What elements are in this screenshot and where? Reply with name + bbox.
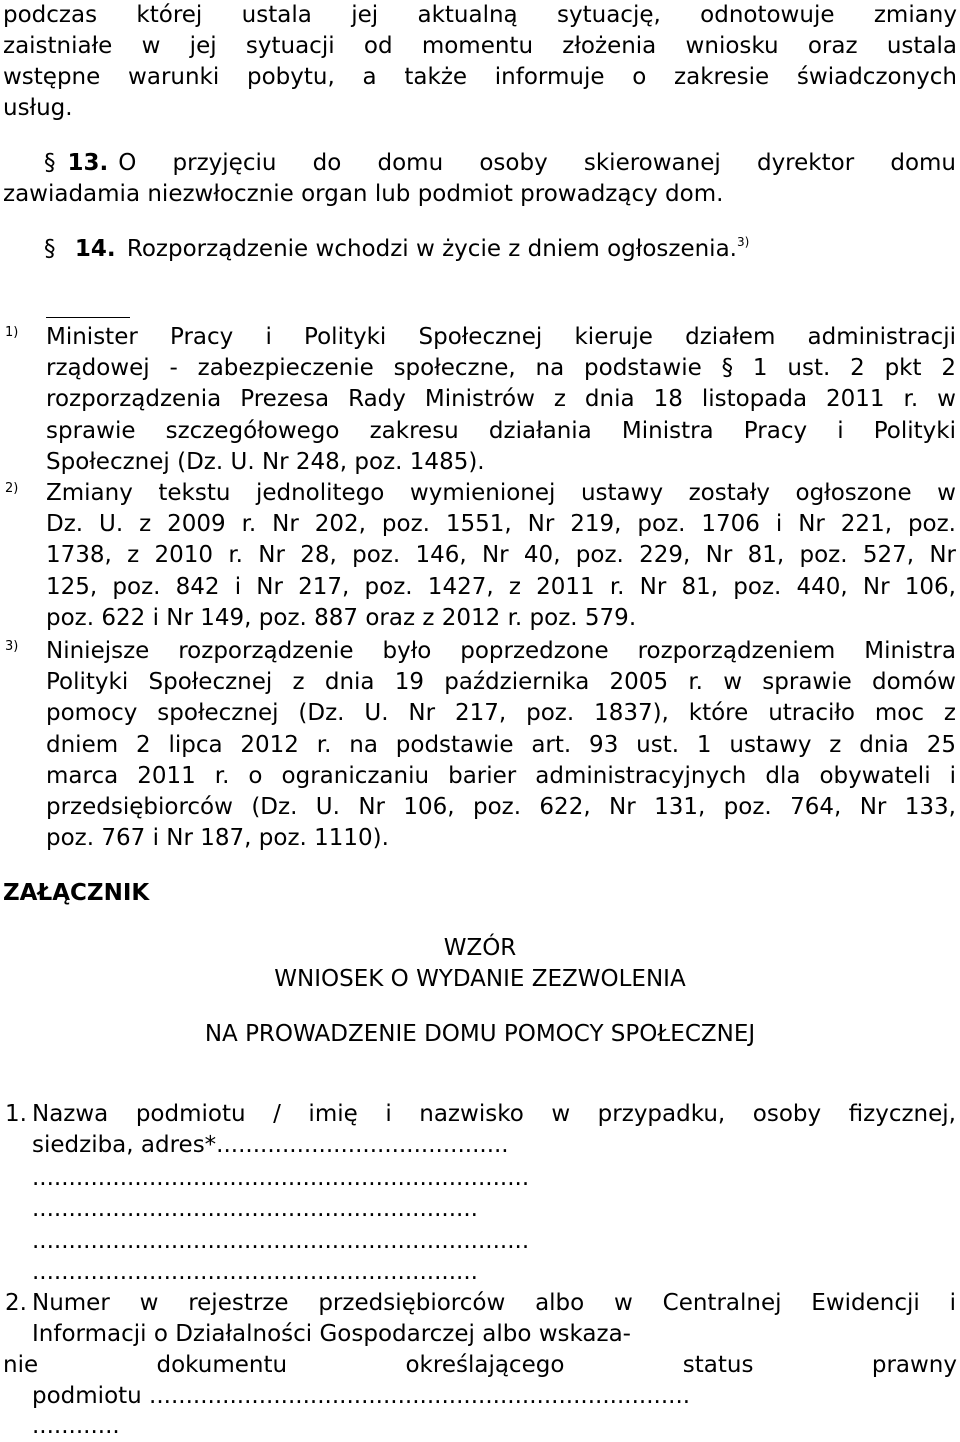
intro-line-1: podczas której ustala jej aktualną sytuację, odnotowuje zmiany (3, 2, 957, 28)
form-item-line: Numer w rejestrze przedsiębiorców albo w Centralnej Ewidencji i (32, 1290, 956, 1316)
footnote-2 (46, 478, 956, 634)
form-label: WZÓR (443, 935, 517, 961)
fill-in-line[interactable]: ............ (32, 1413, 120, 1439)
footnote-line: rządowej - zabezpieczenie społeczne, na podstawie § 1 ust. 2 pkt 2 (46, 355, 956, 382)
footnote-line: 125, poz. 842 i Nr 217, poz. 1427, z 2011 r. Nr 81, poz. 440, Nr 106, (46, 573, 956, 600)
form-title-line-1: WNIOSEK O WYDANIE ZEZWOLENIA (274, 966, 686, 992)
fill-in-line[interactable]: ............................................................. (32, 1196, 478, 1222)
footnote-line: pomocy społecznej (Dz. U. Nr 217, poz. 1837), które utraciło moc z (46, 700, 956, 727)
footnote-marker-1: 1) (5, 325, 19, 340)
footnote-line: Minister Pracy i Polityki Społecznej kieruje działem administracji (46, 324, 956, 350)
paragraph-number: 14. (74, 236, 116, 262)
footnote-marker-3: 3) (5, 639, 19, 654)
footnote-line: Dz. U. z 2009 r. Nr 202, poz. 1551, Nr 219, poz. 1706 i Nr 221, poz. (46, 511, 956, 538)
paragraph-13-line-2: zawiadamia niezwłocznie organ lub podmiot prowadzący dom. (3, 181, 724, 207)
intro-line-2: zaistniałe w jej sytuacji od momentu złożenia wniosku oraz ustala (3, 33, 957, 59)
paragraph-14 (44, 234, 749, 265)
footnote-line: Niniejsze rozporządzenie było poprzedzone rozporządzeniem Ministra (46, 638, 956, 664)
form-item-1 (32, 1099, 956, 1162)
paragraph-13-line-1 (44, 148, 956, 179)
footnote-separator (46, 317, 130, 318)
section-symbol: § (44, 236, 56, 262)
section-symbol: § (44, 150, 56, 176)
footnote-line: przedsiębiorców (Dz. U. Nr 106, poz. 622, Nr 131, poz. 764, Nr 133, (46, 793, 956, 820)
form-item-number: 1. (5, 1101, 27, 1127)
footnote-line: sprawie szczegółowego zakresu działania Ministra Pracy i Polityki (46, 417, 956, 444)
intro-line-3: wstępne warunki pobytu, a także informuje o zakresie świadczonych (3, 64, 957, 90)
annex-heading: ZAŁĄCZNIK (3, 880, 150, 906)
form-item-2 (32, 1288, 956, 1351)
form-item-continuation: nie dokumentu określającego status prawny (3, 1352, 957, 1378)
form-item-number: 2. (5, 1290, 27, 1316)
paragraph-number: 13. (67, 150, 109, 176)
footnote-line: rozporządzenia Prezesa Rady Ministrów z dnia 18 listopada 2011 r. w (46, 386, 956, 413)
fill-in-line[interactable]: ............................................................. (32, 1259, 478, 1285)
footnote-marker-2: 2) (5, 481, 19, 496)
footnote-line: poz. 622 i Nr 149, poz. 887 oraz z 2012 r. poz. 579. (46, 604, 637, 631)
fill-in-line[interactable]: .................................................................... (32, 1228, 530, 1254)
form-item-line: Nazwa podmiotu / imię i nazwisko w przypadku, osoby fizycznej, (32, 1101, 956, 1127)
fill-in-line[interactable]: .................................................................... (32, 1165, 530, 1191)
footnote-3 (46, 636, 956, 854)
footnote-line: 1738, z 2010 r. Nr 28, poz. 146, Nr 40, poz. 229, Nr 81, poz. 527, Nr (46, 542, 956, 569)
footnote-line: poz. 767 i Nr 187, poz. 1110). (46, 825, 389, 852)
footnote-line: Polityki Społecznej z dnia 19 października 2005 r. w sprawie domów (46, 669, 956, 696)
form-item-line: Informacji o Działalności Gospodarczej albo wskaza- (32, 1321, 631, 1348)
footnote-line: dniem 2 lipca 2012 r. na podstawie art. 93 ust. 1 ustawy z dnia 25 (46, 731, 956, 758)
form-item-line: siedziba, adres*........................................ (32, 1132, 509, 1159)
intro-line-4: usług. (3, 95, 73, 121)
form-title-line-2: NA PROWADZENIE DOMU POMOCY SPOŁECZNEJ (204, 1021, 756, 1047)
footnote-line: Społecznej (Dz. U. Nr 248, poz. 1485). (46, 448, 485, 475)
paragraph-13-text: O przyjęciu do domu osoby skierowanej dyrektor domu (118, 150, 956, 176)
footnote-1 (46, 322, 956, 478)
paragraph-14-text: Rozporządzenie wchodzi w życie z dniem ogłoszenia. (126, 236, 737, 262)
fill-in-line[interactable]: podmiotu .......................................................................... (32, 1383, 691, 1409)
footnote-line: marca 2011 r. o ograniczaniu barier administracyjnych dla obywateli i (46, 762, 956, 789)
footnote-line: Zmiany tekstu jednolitego wymienionej ustawy zostały ogłoszone w (46, 480, 956, 506)
footnote-ref: 3) (736, 234, 750, 249)
